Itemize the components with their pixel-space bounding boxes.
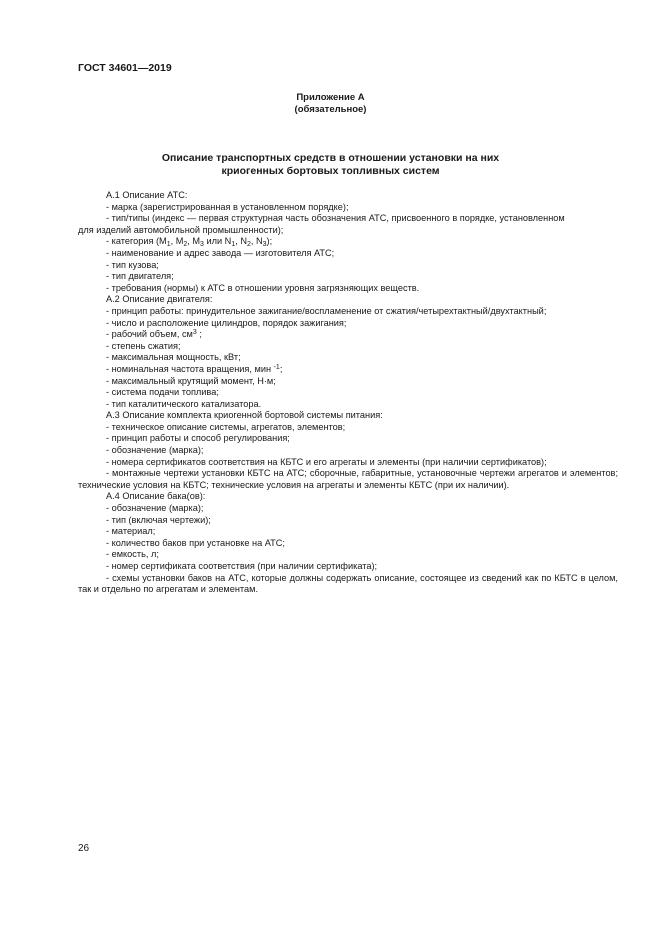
list-item: - максимальный крутящий момент, Н·м; (106, 375, 276, 386)
list-item: - система подачи топлива; (106, 387, 219, 398)
list-item: - число и расположение цилиндров, порядок зажигания; (106, 317, 347, 328)
section-a3-title: А.3 Описание комплекта криогенной бортовой системы питания: (106, 410, 383, 421)
annex-status: (обязательное) (294, 104, 367, 115)
list-item: - номер сертификата соответствия (при наличии сертификата); (106, 561, 378, 571)
list-item: - тип/типы (индекс — первая структурная часть обозначения АТС, присвоенного в порядке, установленном (106, 213, 565, 224)
list-item-drawings: - монтажные чертежи установки КБТС на АТС; сборочные, габаритные, установочные чертежи агрегатов и элементов; технические условия на КБТС; технические условия на агрегаты и элементы КБТС (при их наличии). (78, 468, 618, 490)
list-item: - принцип работы: принудительное зажигание/воспламенение от сжатия/четырехтактный/двухтактный; (106, 305, 547, 316)
list-item: - тип двигателя; (106, 271, 174, 282)
list-item: - требования (нормы) к АТС в отношении уровня загрязняющих веществ. (106, 282, 420, 293)
list-item: - техническое описание системы, агрегатов, элементов; (106, 421, 346, 432)
section-a1-title: А.1 Описание АТС: (106, 190, 188, 200)
list-item-volume: - рабочий объем, $см^3$ ; (106, 329, 202, 340)
list-item: - обозначение (марка); (106, 503, 204, 514)
annex-title: Приложение А (296, 92, 365, 103)
list-item-category: - категория ($M_1$, $M_2$, $M_3$ или $N_1$, $N_2$, $N_3$); (106, 236, 273, 249)
list-item-schemes: - схемы установки баков на АТС, которые должны содержать описание, состоящее из сведений как по КБТС в целом, так и отдельно по агрегатам и элементам. (78, 572, 618, 595)
list-item: - количество баков при установке на АТС; (106, 537, 285, 548)
list-item-continuation: для изделий автомобильной промышленности); (78, 224, 284, 235)
list-item: - емкость, л; (106, 549, 159, 560)
list-item: - обозначение (марка); (106, 445, 204, 456)
list-item-speed: - номинальная частота вращения, мин $^{-1}$; (106, 363, 283, 374)
list-item: - номера сертификатов соответствия на КБТС и его агрегаты и элементы (при наличии сертификатов); (106, 456, 547, 467)
section-a4-title: А.4 Описание бака(ов): (106, 491, 206, 502)
list-item: - марка (зарегистрированная в установленном порядке); (106, 201, 349, 212)
list-item: - степень сжатия; (106, 340, 181, 351)
list-item: - наименование и адрес завода — изготовителя АТС; (106, 247, 335, 258)
document-body (78, 190, 618, 596)
section-heading-line-1: Описание транспортных средств в отношении установки на них (161, 152, 500, 164)
list-item: - материал; (106, 526, 156, 537)
list-item: - тип каталитического катализатора. (106, 398, 262, 409)
document-code: ГОСТ 34601—2019 (78, 62, 172, 74)
list-item: - тип кузова; (106, 259, 159, 270)
section-heading-line-2: криогенных бортовых топливных систем (221, 165, 440, 177)
page-number: 26 (78, 843, 90, 854)
list-item: - принцип работы и способ регулирования; (106, 433, 290, 444)
section-a2-title: А.2 Описание двигателя: (106, 294, 213, 305)
list-item: - максимальная мощность, кВт; (106, 352, 241, 363)
list-item: - тип (включая чертежи); (106, 514, 211, 525)
